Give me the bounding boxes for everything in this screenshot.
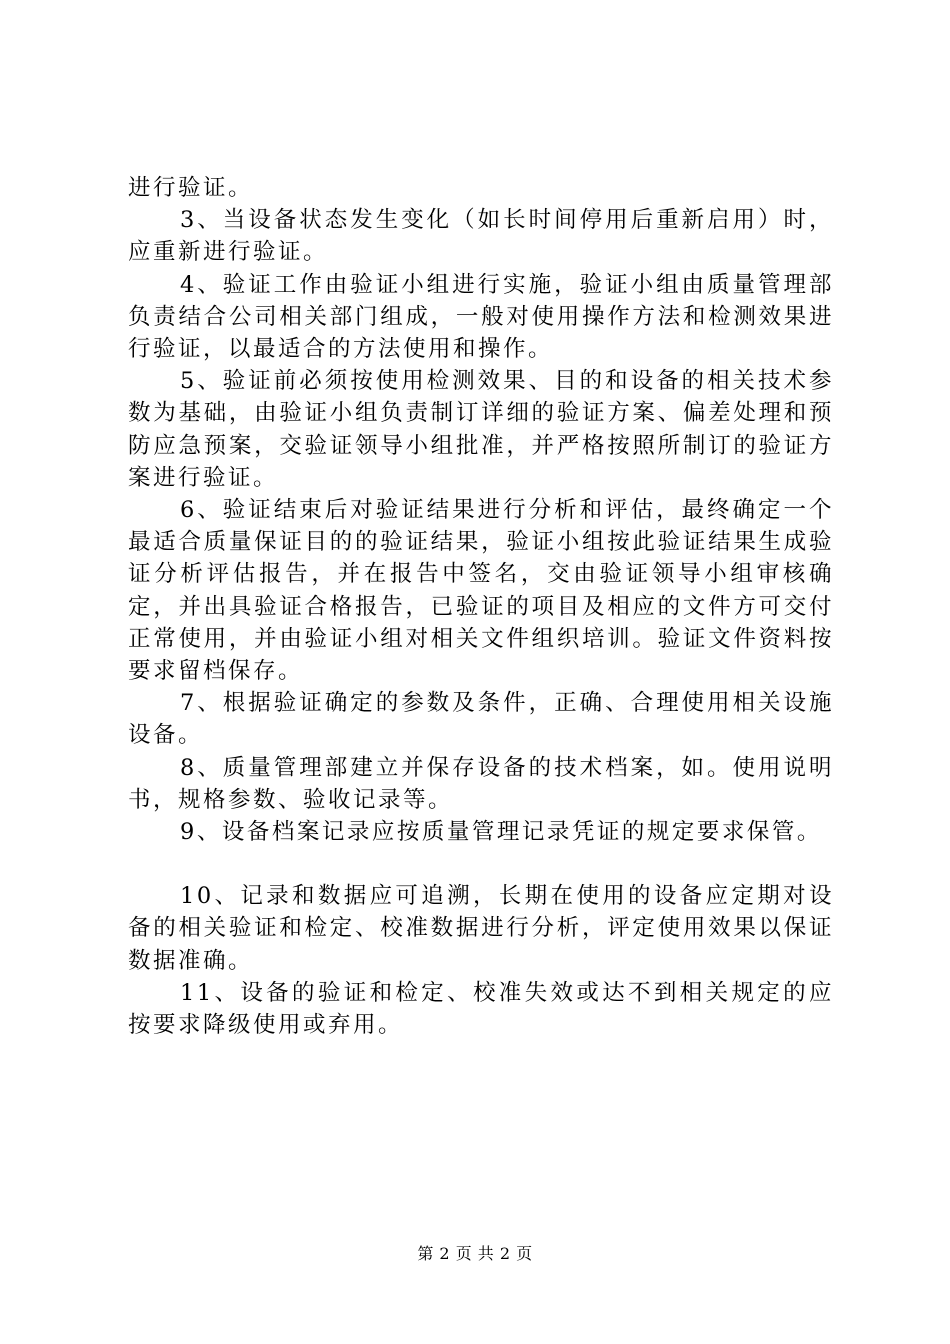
paragraph-item-3: 3、当设备状态发生变化（如长时间停用后重新启用）时，应重新进行验证。 [128,207,834,266]
paragraph-item-6: 6、验证结束后对验证结果进行分析和评估，最终确定一个最适合质量保证目的的验证结果，验证小组按此验证结果生成验证分析评估报告，并在报告中签名，交由验证领导小组审核确定，并出具验证合格报告，已验证的项目及相应的文件方可交付正常使用，并由验证小组对相关文件组织培训。验证文件资料按要求留档保存。 [128,497,834,685]
paragraph-item-10: 10、记录和数据应可追溯，长期在使用的设备应定期对设备的相关验证和检定、校准数据进行分析，评定使用效果以保证数据准确。 [128,883,834,974]
document-body [128,172,834,1041]
paragraph-item-8: 8、质量管理部建立并保存设备的技术档案，如。使用说明书，规格参数、验收记录等。 [128,754,834,813]
paragraph-continuation: 进行验证。 [128,175,254,201]
paragraph-item-4: 4、验证工作由验证小组进行实施，验证小组由质量管理部负责结合公司相关部门组成，一般对使用操作方法和检测效果进行验证，以最适合的方法使用和操作。 [128,271,834,363]
paragraph-item-5: 5、验证前必须按使用检测效果、目的和设备的相关技术参数为基础，由验证小组负责制订详细的验证方案、偏差处理和预防应急预案，交验证领导小组批准，并严格按照所制订的验证方案进行验证。 [128,368,834,491]
paragraph-item-11: 11、设备的验证和检定、校准失效或达不到相关规定的应按要求降级使用或弃用。 [128,979,834,1039]
page-number-footer: 第 2 页 共 2 页 [417,1244,533,1263]
paragraph-item-9: 9、设备档案记录应按质量管理记录凭证的规定要求保管。 [180,819,822,846]
paragraph-item-7: 7、根据验证确定的参数及条件，正确、合理使用相关设施设备。 [128,690,834,749]
